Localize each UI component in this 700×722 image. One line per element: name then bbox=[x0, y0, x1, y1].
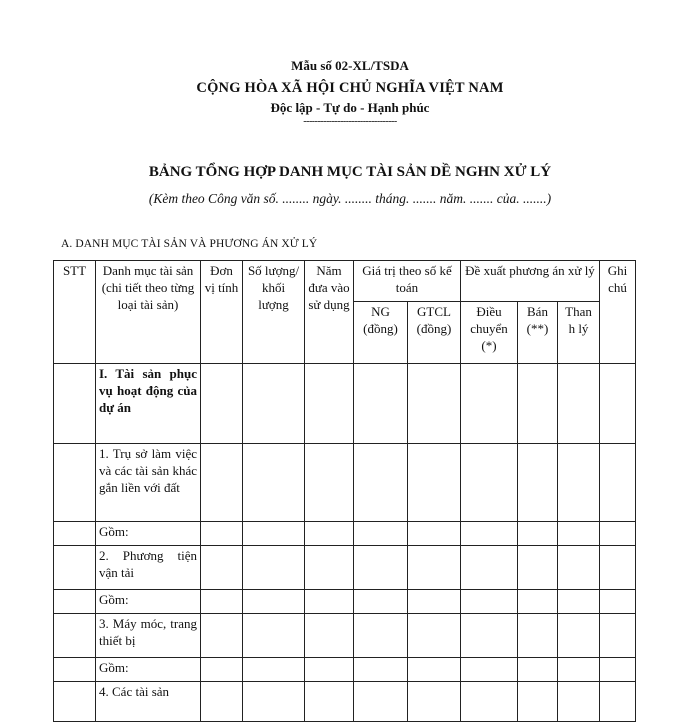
asset-table bbox=[53, 260, 636, 722]
row-label: Gồm: bbox=[96, 590, 201, 614]
form-code: Mẫu số 02-XL/TSDA bbox=[291, 58, 409, 73]
row-label: I. Tài sản phục vụ hoạt động của dự án bbox=[96, 364, 201, 444]
table-row bbox=[54, 546, 636, 590]
col-header-sale: Bán (**) bbox=[518, 302, 558, 364]
document-subtitle: (Kèm theo Công văn số. ........ ngày. ........ tháng. ....... năm. ....... của. .......) bbox=[148, 191, 552, 206]
col-header-liquidation: Than h lý bbox=[558, 302, 600, 364]
col-header-ng: NG (đồng) bbox=[354, 302, 408, 364]
col-header-note: Ghi chú bbox=[600, 261, 636, 364]
col-header-book-value: Giá trị theo số kế toán bbox=[354, 261, 461, 302]
col-header-gtcl: GTCL (đồng) bbox=[408, 302, 461, 364]
col-header-quantity: Số lượng/ khối lượng bbox=[243, 261, 305, 364]
row-label: Gồm: bbox=[96, 522, 201, 546]
header-separator: --------------------------------- bbox=[303, 116, 397, 127]
table-header-row bbox=[54, 261, 636, 302]
col-header-item: Danh mục tài sản (chi tiết theo từng loại tài sản) bbox=[96, 261, 201, 364]
table-row bbox=[54, 444, 636, 522]
document-title: BẢNG TỔNG HỢP DANH MỤC TÀI SẢN DỀ NGHN XỬ LÝ bbox=[148, 164, 552, 180]
section-a-heading: A. DANH MỤC TÀI SẢN VÀ PHƯƠNG ÁN XỬ LÝ bbox=[61, 238, 318, 250]
row-label: 4. Các tài sản bbox=[96, 682, 201, 722]
row-label: 1. Trụ sở làm việc và các tài sản khác gắn liền với đất bbox=[96, 444, 201, 522]
row-label: Gồm: bbox=[96, 658, 201, 682]
table-row bbox=[54, 682, 636, 722]
table-row bbox=[54, 522, 636, 546]
table-row bbox=[54, 658, 636, 682]
table-row bbox=[54, 364, 636, 444]
col-header-year: Năm đưa vào sử dụng bbox=[305, 261, 354, 364]
col-header-transfer: Điều chuyển (*) bbox=[461, 302, 518, 364]
col-header-unit: Đơn vị tính bbox=[201, 261, 243, 364]
row-label: 3. Máy móc, trang thiết bị bbox=[96, 614, 201, 658]
country-name: CỘNG HÒA XÃ HỘI CHỦ NGHĨA VIỆT NAM bbox=[196, 80, 504, 96]
national-motto: Độc lập - Tự do - Hạnh phúc bbox=[270, 100, 430, 115]
table-row bbox=[54, 614, 636, 658]
table-row bbox=[54, 590, 636, 614]
col-header-stt: STT bbox=[54, 261, 96, 364]
row-label: 2. Phương tiện vận tải bbox=[96, 546, 201, 590]
col-header-proposal: Đề xuất phương án xử lý bbox=[461, 261, 600, 302]
